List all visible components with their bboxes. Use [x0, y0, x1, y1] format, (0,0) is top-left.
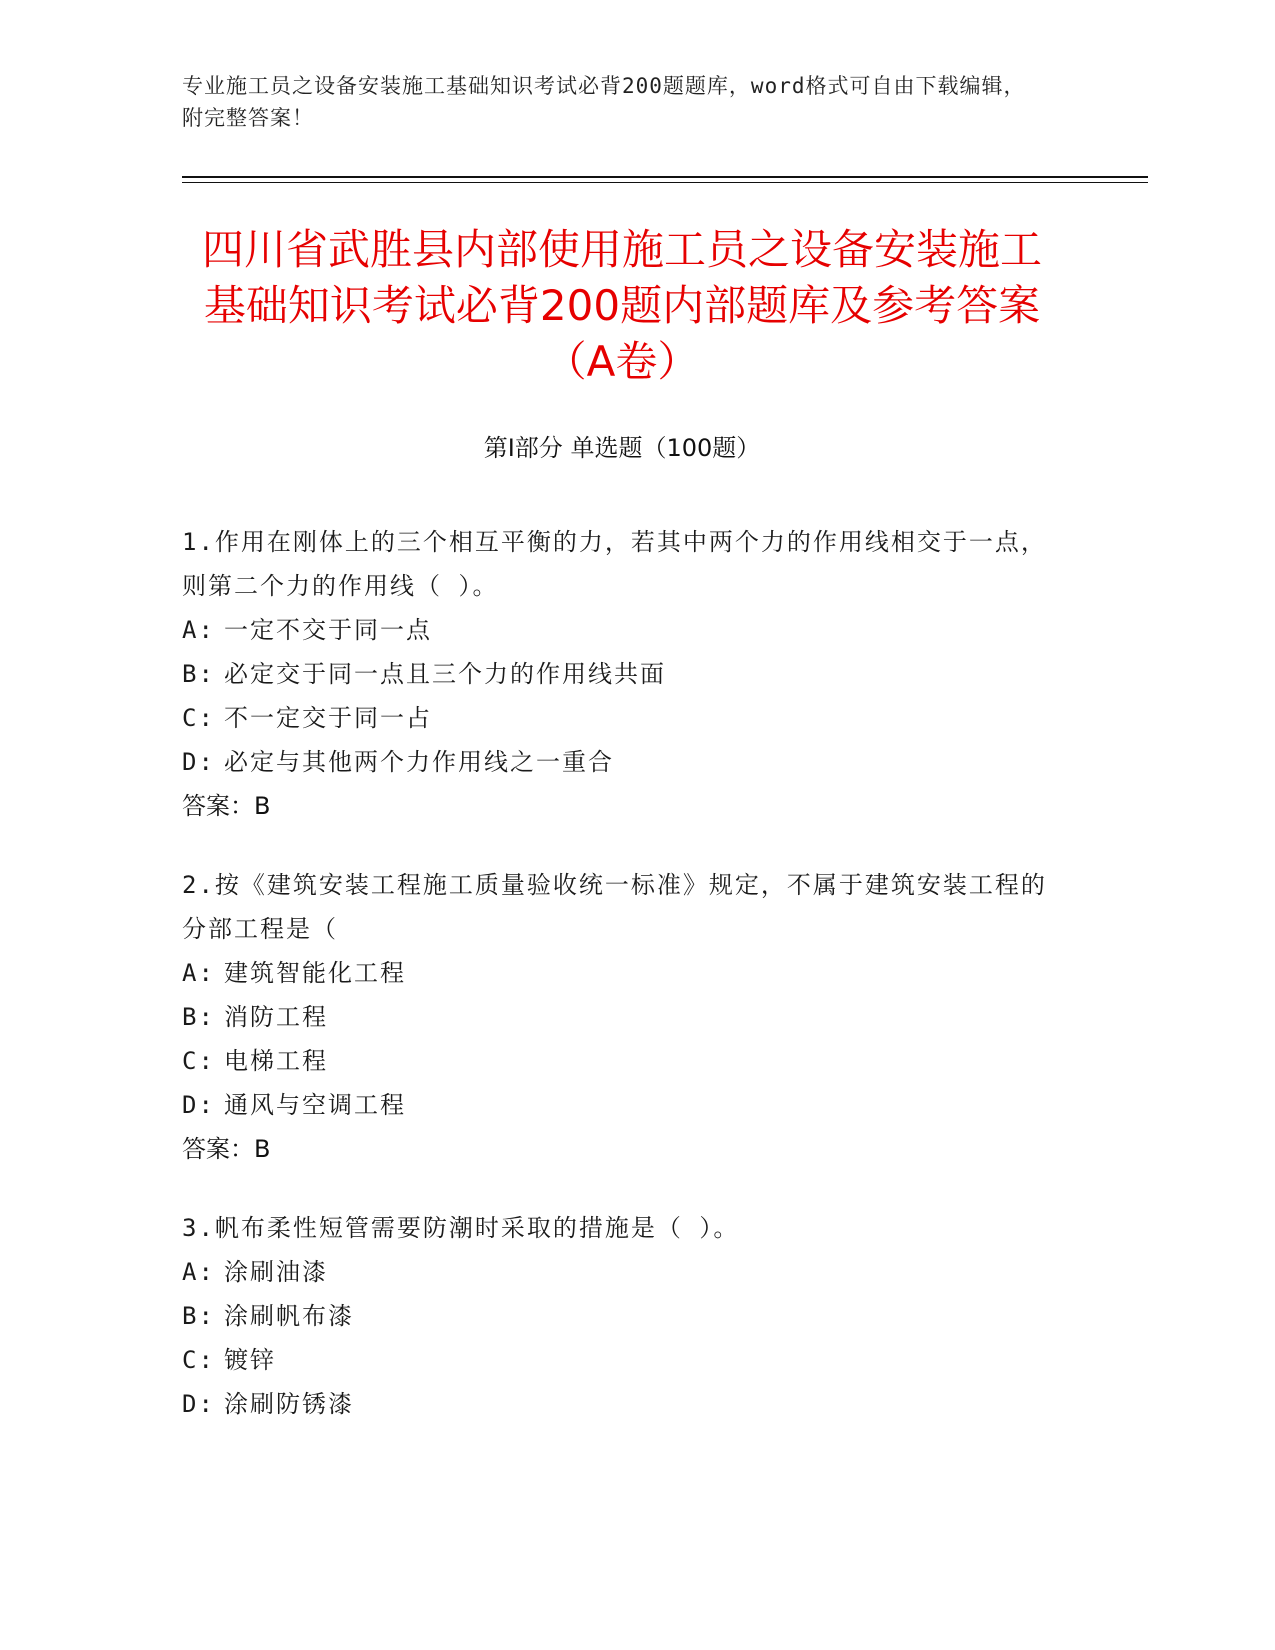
- option-a: [182, 608, 1062, 652]
- option-text: 不一定交于同一占: [224, 704, 432, 732]
- option-text: 通风与空调工程: [224, 1091, 406, 1119]
- answer-line: 答案：B: [182, 792, 271, 820]
- header-divider-thin: [182, 182, 1148, 183]
- option-text: 必定与其他两个力作用线之一重合: [224, 748, 614, 776]
- option-text: 一定不交于同一点: [224, 616, 432, 644]
- option-c: [182, 696, 1062, 740]
- option-text: 建筑智能化工程: [224, 959, 406, 987]
- question-stem: 2.按《建筑安装工程施工质量验收统一标准》规定，不属于建筑安装工程的分部工程是（: [182, 871, 1047, 943]
- option-letter: C:: [182, 704, 215, 732]
- option-c: [182, 1039, 1062, 1083]
- header-divider-thick: [182, 176, 1148, 178]
- option-letter: B:: [182, 660, 215, 688]
- header-note: 专业施工员之设备安装施工基础知识考试必背200题题库，word格式可自由下载编辑，附完整答案！: [182, 74, 1026, 130]
- option-d: [182, 1382, 1062, 1426]
- option-text: 必定交于同一点且三个力的作用线共面: [224, 660, 666, 688]
- option-text: 涂刷帆布漆: [224, 1302, 354, 1330]
- question-1: [182, 520, 1062, 828]
- question-3: [182, 1206, 1062, 1426]
- question-2: [182, 863, 1062, 1171]
- option-a: [182, 1250, 1062, 1294]
- option-text: 镀锌: [224, 1346, 276, 1374]
- option-letter: B:: [182, 1302, 215, 1330]
- answer-line: 答案：B: [182, 1135, 271, 1163]
- option-b: [182, 995, 1062, 1039]
- option-letter: C:: [182, 1047, 215, 1075]
- option-d: [182, 740, 1062, 784]
- option-text: 消防工程: [224, 1003, 328, 1031]
- section-heading: 第Ⅰ部分 单选题（100题）: [483, 434, 761, 462]
- option-text: 电梯工程: [224, 1047, 328, 1075]
- option-c: [182, 1338, 1062, 1382]
- option-letter: A:: [182, 1258, 215, 1286]
- option-letter: D:: [182, 748, 215, 776]
- option-b: [182, 1294, 1062, 1338]
- question-stem: 1.作用在刚体上的三个相互平衡的力，若其中两个力的作用线相交于一点，则第二个力的作用线（ ）。: [182, 528, 1047, 600]
- option-text: 涂刷防锈漆: [224, 1390, 354, 1418]
- option-a: [182, 951, 1062, 995]
- question-stem: 3.帆布柔性短管需要防潮时采取的措施是（ ）。: [182, 1214, 740, 1242]
- document-title: 四川省武胜县内部使用施工员之设备安装施工基础知识考试必背200题内部题库及参考答案（A卷）: [201, 225, 1042, 386]
- option-b: [182, 652, 1062, 696]
- question-list: [182, 520, 1062, 1461]
- option-letter: A:: [182, 616, 215, 644]
- option-d: [182, 1083, 1062, 1127]
- option-letter: D:: [182, 1091, 215, 1119]
- option-text: 涂刷油漆: [224, 1258, 328, 1286]
- option-letter: D:: [182, 1390, 215, 1418]
- option-letter: A:: [182, 959, 215, 987]
- option-letter: B:: [182, 1003, 215, 1031]
- option-letter: C:: [182, 1346, 215, 1374]
